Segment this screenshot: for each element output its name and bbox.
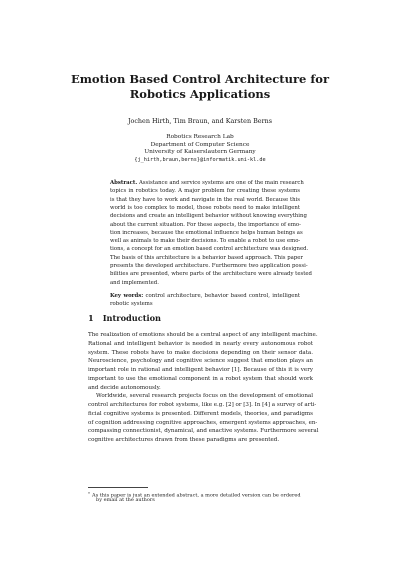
body-line: of cognition addressing cognitive approaches, emergent systems approaches, en-: [88, 419, 318, 426]
abstract-line: [110, 179, 304, 187]
body-line: and decide autonomously.: [88, 384, 161, 391]
body-line: The realization of emotions should be a central aspect of any intelligent machine.: [88, 332, 318, 338]
abstract-line: tion increases, because the emotional influence helps human beings as: [110, 229, 303, 236]
abstract-line: decisions and create an intelligent behavior without knowing everything: [110, 213, 307, 220]
footnote-rule: [88, 487, 148, 488]
body-line: control architectures for robot systems, like e.g. [2] or [3]. In [4] a survey of arti-: [88, 402, 317, 408]
abstract-line: presents the developed architecture. Furthermore two application possi-: [110, 263, 308, 269]
keywords-line-text: control architecture, behavior based control, intelligent: [145, 293, 300, 299]
body-line: Rational and intelligent behavior is needed in nearly every autonomous robot: [88, 340, 313, 347]
keywords-line: robotic systems: [110, 301, 153, 308]
paper-title-line-1: Emotion Based Control Architecture for: [71, 72, 329, 86]
section-heading: [88, 313, 161, 323]
abstract-line: topics in robotics today. A major problem for creating these systems: [110, 188, 300, 195]
abstract-line: well as animals to make their decisions. To enable a robot to use emo-: [110, 238, 301, 245]
abstract-line: about the current situation. For these aspects, the importance of emo-: [110, 221, 301, 228]
abstract-line: and implemented.: [110, 279, 159, 286]
footnote-line: by email at the authors: [96, 497, 155, 504]
keywords-lead: Key words:: [110, 293, 144, 299]
author-list: Jochen Hirth, Tim Braun, and Karsten Berns: [127, 117, 273, 125]
affiliation-university: University of Kaiserslautern Germany: [144, 149, 256, 156]
affiliation-lab: Robotics Research Lab: [166, 134, 234, 140]
body-line: important role in rational and intelligent behavior [1]. Because of this it is very: [88, 367, 313, 373]
abstract-line: tions, a concept for an emotion based control architecture was designed.: [110, 246, 309, 253]
abstract-line: The basis of this architecture is a behavior based approach. This paper: [110, 254, 303, 261]
body-line: important to use the emotional component in a robot system that should work: [88, 375, 313, 382]
body-line: compassing connectionist, dynamical, and enactive systems. Furthermore several: [88, 428, 319, 435]
footnote-text: As this paper is just an extended abstract, a more detailed version can be ordered: [92, 492, 301, 499]
abstract-line-text: Assistance and service systems are one of the main research: [138, 180, 304, 186]
body-line: system. These robots have to make decisions depending on their sensor data.: [88, 349, 313, 356]
footnote-mark: *: [88, 491, 90, 496]
abstract-line: bilities are presented, where parts of the architecture were already tested: [110, 271, 312, 278]
paper-title-line-2: Robotics Applications: [129, 87, 271, 101]
body-line: Neuroscience, psychology and cognitive science suggest that emotion plays an: [88, 358, 313, 365]
abstract-line: is that they have to work and navigate in the real world. Because this: [110, 196, 300, 203]
section-number: 1: [88, 313, 94, 323]
abstract-lead: Abstract.: [110, 180, 138, 186]
body-line: cognitive architectures drawn from these paradigms are presented.: [88, 437, 280, 443]
body-line: Worldwide, several research projects focus on the development of emotional: [96, 393, 313, 400]
affiliation-department: Department of Computer Science: [150, 141, 250, 148]
section-title: Introduction: [102, 313, 162, 323]
abstract-line: world is too complex to model, those robots need to make intelligent: [110, 204, 300, 211]
body-line: ficial cognitive systems is presented. Different models, theories, and paradigms: [88, 410, 313, 417]
author-email: {j_hirth,braun,berns}@informatik.uni-kl.de: [134, 156, 266, 163]
keywords-line: [110, 292, 300, 300]
